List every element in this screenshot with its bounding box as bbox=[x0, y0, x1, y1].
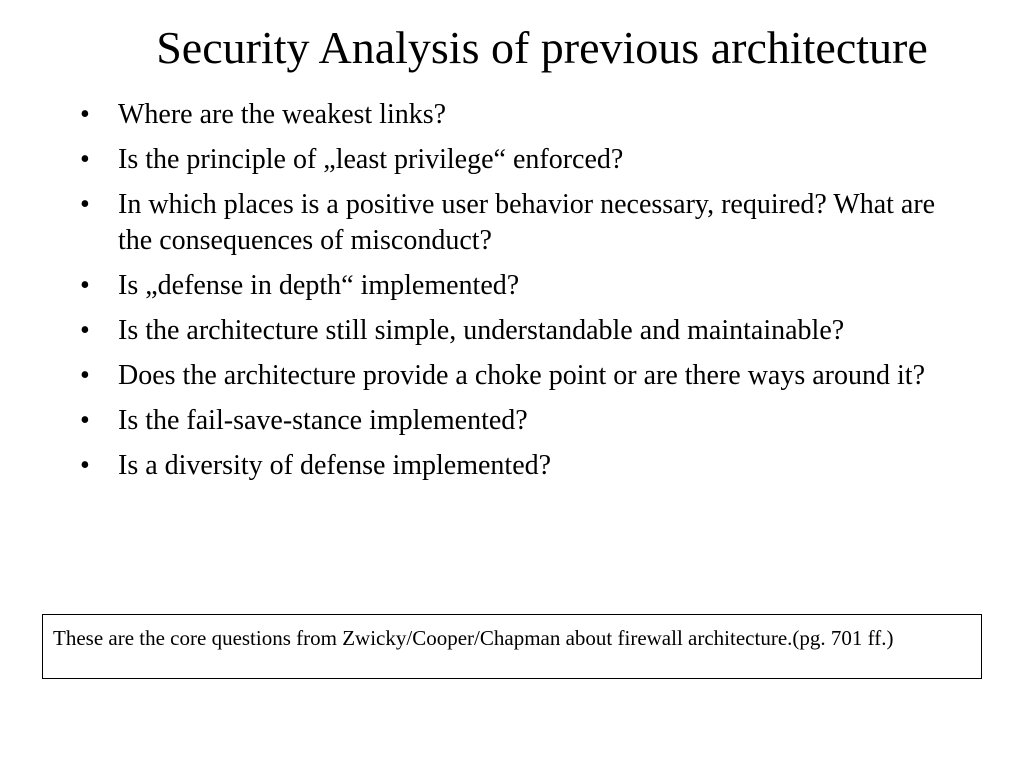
bullet-mark: • bbox=[80, 144, 90, 175]
bullet-item bbox=[80, 268, 940, 304]
bullet-mark: • bbox=[80, 270, 90, 301]
bullet-mark: • bbox=[80, 189, 90, 220]
bullet-item bbox=[80, 358, 940, 394]
bullet-list bbox=[80, 97, 940, 493]
bullet-mark: • bbox=[80, 360, 90, 391]
slide-title: Security Analysis of previous architecture bbox=[156, 22, 928, 73]
bullet-mark: • bbox=[80, 450, 90, 481]
bullet-mark: • bbox=[80, 99, 90, 130]
bullet-text: Is the architecture still simple, understandable and maintainable? bbox=[118, 315, 845, 346]
bullet-text: Where are the weakest links? bbox=[118, 99, 447, 130]
bullet-text: Is „defense in depth“ implemented? bbox=[118, 270, 520, 301]
note-box: These are the core questions from Zwicky/Cooper/Chapman about firewall architecture.(pg. 701 ff.) bbox=[42, 614, 982, 679]
bullet-item bbox=[80, 403, 940, 439]
bullet-text: Is the fail-save-stance implemented? bbox=[118, 405, 528, 436]
bullet-item bbox=[80, 97, 940, 133]
bullet-item bbox=[80, 448, 940, 484]
bullet-item bbox=[80, 142, 940, 178]
bullet-text: Is the principle of „least privilege“ enforced? bbox=[118, 144, 624, 175]
bullet-mark: • bbox=[80, 315, 90, 346]
bullet-text: In which places is a positive user behavior necessary, required? What are the consequences of misconduct? bbox=[118, 189, 936, 256]
bullet-item bbox=[80, 187, 940, 259]
bullet-text: Is a diversity of defense implemented? bbox=[118, 450, 552, 481]
bullet-text: Does the architecture provide a choke point or are there ways around it? bbox=[118, 360, 925, 391]
bullet-item bbox=[80, 313, 940, 349]
bullet-mark: • bbox=[80, 405, 90, 436]
